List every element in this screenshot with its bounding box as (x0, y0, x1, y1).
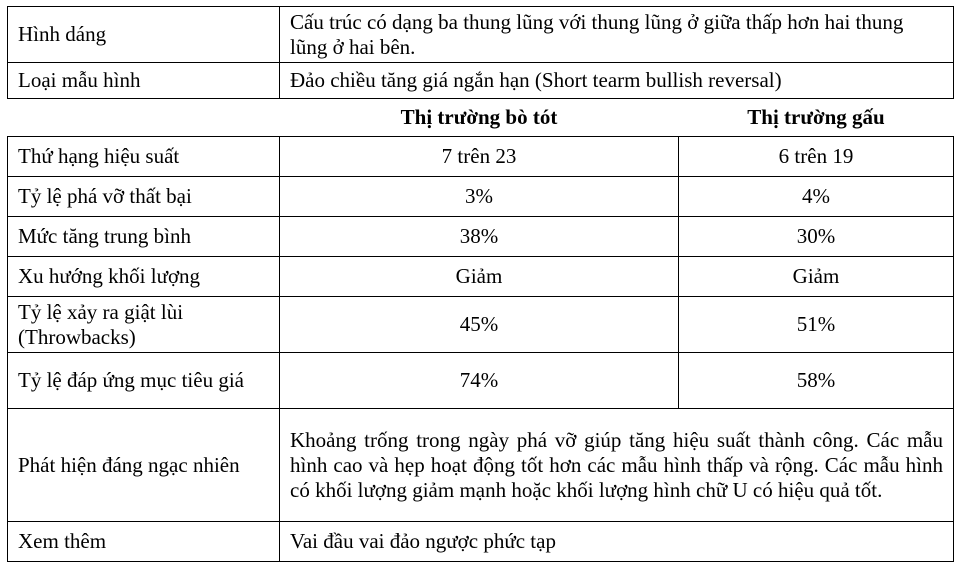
table-row (8, 353, 954, 409)
bull-value: 74% (280, 353, 679, 409)
bull-value: 38% (280, 217, 679, 257)
row-label: Phát hiện đáng ngạc nhiên (8, 409, 280, 522)
row-label: Tỷ lệ xảy ra giật lùi (Throwbacks) (8, 297, 280, 353)
header-bear-market: Thị trường gấu (747, 105, 885, 129)
row-label: Loại mẫu hình (8, 63, 280, 99)
bear-value: Giảm (679, 257, 954, 297)
row-value: Khoảng trống trong ngày phá vỡ giúp tăng hiệu suất thành công. Các mẫu hình cao và hẹp hoạt động tốt hơn các mẫu hình thấp và rộng. Các mẫu hình có khối lượng giảm mạnh hoặc khối lượng hình chữ U có hiệu quả tốt. (280, 409, 954, 522)
row-value: Đảo chiều tăng giá ngắn hạn (Short tearm bullish reversal) (280, 63, 954, 99)
table-row (8, 217, 954, 257)
bull-value: 7 trên 23 (280, 137, 679, 177)
bear-value: 51% (679, 297, 954, 353)
table-row (8, 63, 954, 99)
bull-value: 3% (280, 177, 679, 217)
table-row (8, 409, 954, 522)
bear-value: 58% (679, 353, 954, 409)
row-label: Hình dáng (8, 7, 280, 63)
bull-value: 45% (280, 297, 679, 353)
table-row (8, 137, 954, 177)
row-label: Xem thêm (8, 522, 280, 562)
row-label: Xu hướng khối lượng (8, 257, 280, 297)
row-label: Mức tăng trung bình (8, 217, 280, 257)
bear-value: 6 trên 19 (679, 137, 954, 177)
table-row (8, 7, 954, 63)
column-header-row (8, 99, 954, 137)
bear-value: 30% (679, 217, 954, 257)
row-value: Cấu trúc có dạng ba thung lũng với thung lũng ở giữa thấp hơn hai thung lũng ở hai bên. (280, 7, 954, 63)
header-bull-market: Thị trường bò tót (400, 105, 558, 129)
bull-value: Giảm (280, 257, 679, 297)
table-row (8, 257, 954, 297)
bear-value: 4% (679, 177, 954, 217)
row-value: Vai đầu vai đảo ngược phức tạp (280, 522, 954, 562)
row-label: Thứ hạng hiệu suất (8, 137, 280, 177)
pattern-summary-table (7, 6, 954, 562)
row-label: Tỷ lệ đáp ứng mục tiêu giá (8, 353, 280, 409)
table-row (8, 522, 954, 562)
table-row (8, 297, 954, 353)
header-empty (8, 99, 280, 137)
table-row (8, 177, 954, 217)
row-label: Tỷ lệ phá vỡ thất bại (8, 177, 280, 217)
